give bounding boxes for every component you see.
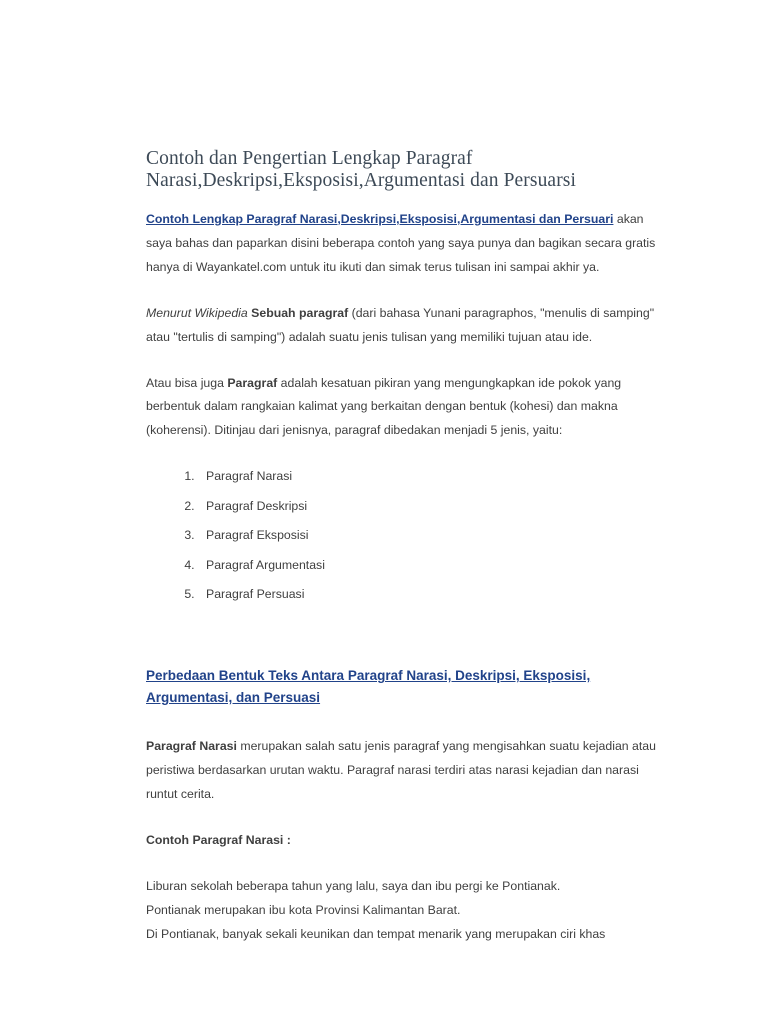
example-line: Di Pontianak, banyak sekali keunikan dan tempat menarik yang merupakan ciri khas [146,926,606,941]
example-heading: Contoh Paragraf Narasi : [146,832,291,847]
list-item: 3. Paragraf Eksposisi [198,524,656,548]
narasi-paragraph [146,735,656,807]
definition-text: adalah kesatuan pikiran yang mengungkapkan ide pokok yang berbentuk dalam rangkaian kalimat yang berkaitan dengan bentuk (kohesi) dan makna (koherensi). Ditinjau dari jenisnya, paragraf dibedakan menjadi 5 jenis, yaitu: [146,375,622,438]
page-title [146,148,656,192]
narasi-text: merupakan salah satu jenis paragraf yang mengisahkan suatu kejadian atau peristiwa berdasarkan urutan waktu. Paragraf narasi terdiri atas narasi kejadian dan narasi runtut cerita. [146,738,656,801]
page-title-line1: Contoh dan Pengertian Lengkap Paragraf [146,148,473,169]
definition-paragraph [146,372,656,444]
wikipedia-attribution: Menurut Wikipedia [146,305,248,320]
list-item: 2. Paragraf Deskripsi [198,495,656,519]
narasi-term: Paragraf Narasi [146,738,237,753]
example-text [146,875,656,947]
list-item: 1. Paragraf Narasi [198,465,656,489]
page-title-line2: Narasi,Deskripsi,Eksposisi,Argumentasi dan Persuarsi [146,169,576,191]
wikipedia-text: (dari bahasa Yunani paragraphos, "menulis di samping" atau "tertulis di samping") adalah suatu jenis tulisan yang memiliki tujuan atau ide. [146,305,655,344]
definition-term: Paragraf [227,375,278,390]
paragraph-types-list [146,465,656,607]
intro-paragraph [146,208,656,280]
example-line: Liburan sekolah beberapa tahun yang lalu, saya dan ibu pergi ke Pontianak. [146,878,561,893]
intro-link[interactable]: Contoh Lengkap Paragraf Narasi,Deskripsi,Eksposisi,Argumentasi dan Persuari [146,211,614,226]
section-heading[interactable]: Perbedaan Bentuk Teks Antara Paragraf Narasi, Deskripsi, Eksposisi, Argumentasi, dan Persuasi [146,668,591,706]
definition-lead: Atau bisa juga [146,375,228,390]
intro-text: akan saya bahas dan paparkan disini beberapa contoh yang saya punya dan bagikan secara gratis hanya di Wayankatel.com untuk itu ikuti dan simak terus tulisan ini sampai akhir ya. [146,211,656,274]
wikipedia-term: Sebuah paragraf [247,305,349,320]
wikipedia-paragraph [146,302,656,350]
example-line: Pontianak merupakan ibu kota Provinsi Kalimantan Barat. [146,902,461,917]
list-item: 4. Paragraf Argumentasi [198,554,656,578]
list-item: 5. Paragraf Persuasi [198,583,656,607]
